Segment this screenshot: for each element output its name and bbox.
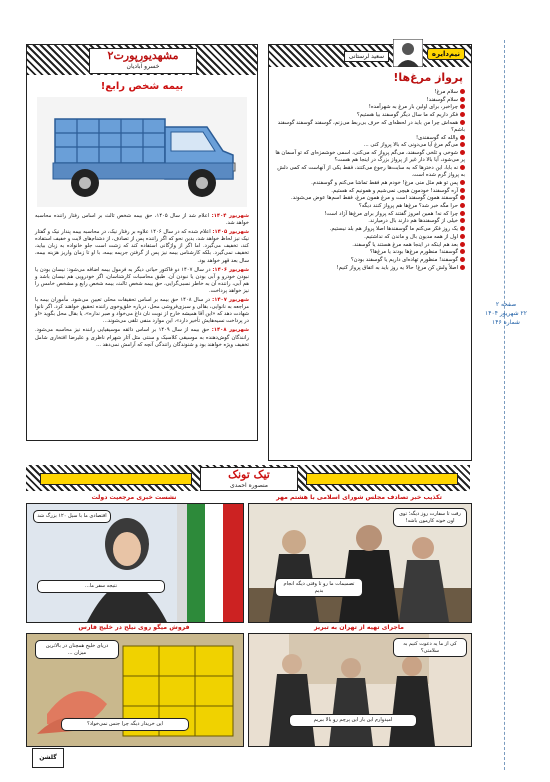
comic-section-header bbox=[26, 465, 470, 491]
dialogue-line: اول از همه مدیون بال و ماندن که نداشتیم. bbox=[275, 234, 465, 241]
dialogue-line: خیلی از گوسفندها هم دارند بال درمیارند. bbox=[275, 218, 465, 225]
comic-panel bbox=[248, 633, 472, 747]
issue-date: ۲۲ شهریور ۱۴۰۴ bbox=[485, 310, 527, 317]
dialogue-line: یک روز فکر می‌کنم ما گوسفندها اصلا پرواز هم بلد نیستیم. bbox=[275, 226, 465, 233]
comic-column-title-box bbox=[200, 467, 298, 491]
bullet-icon bbox=[460, 112, 465, 117]
bullet-icon bbox=[460, 195, 465, 200]
author-portrait-icon bbox=[393, 39, 423, 67]
speech-bubble: دریای خلیج همچنان در بالاترین میزان ... bbox=[35, 640, 119, 659]
bullet-icon bbox=[460, 226, 465, 231]
issue-meta bbox=[476, 300, 536, 327]
page-number: صفحه ۲ bbox=[495, 301, 517, 308]
dialogue-line: گوسفند! منظورم تهاده‌ای داریم یا گوسفند بودن؟ bbox=[275, 257, 465, 264]
header-bar-right bbox=[306, 473, 458, 485]
margin-divider bbox=[504, 40, 505, 770]
bullet-icon bbox=[460, 203, 465, 208]
blue-truck-image bbox=[37, 97, 247, 207]
truck-paragraph: شهریور ۱۴۰۵: اعلام شده که در سال ۱۴۰۶ علاوه بر رفتار نیک، در محاسبه بیمه پندار نیک و گفتار نیک نیز لحاظ خواهد شد، بدین نحو که اگر راننده پس از تصادف، از دشنام‌های لایت و خفیف استفاده کند، تخفیف می‌گیرد. اما اگر از واژگانی استفاده کند که زشت است جلو خانواده به زبان بیاید، تخفیف نمی‌گیرد. بلکه کارشناس بیمه نیز پس از گرفتن جریمه بیمه، با او تا زمان واریز هزینه بیمه، سال بعد قهر خواهد بود. bbox=[35, 229, 250, 264]
truck-article bbox=[26, 44, 258, 441]
bullet-icon bbox=[460, 89, 465, 94]
bullet-icon bbox=[460, 135, 465, 140]
dialogue-line: سلام گوسفند! bbox=[275, 97, 465, 104]
speech-bubble: کی از ما یه دعوت کنیم به سلامتی؟ bbox=[393, 638, 467, 657]
dialogue-line: آره گوسفند! خودمون هیچی نمی‌شیم و همونیم که هستیم. bbox=[275, 188, 465, 195]
speech-bubble: این خریدار دیگه چرا جنس نمی‌خواد؟ bbox=[61, 718, 189, 731]
wing-title: پرواز مرغ‌ها! bbox=[393, 71, 463, 84]
truck-column-title: مشهدیورپورت۲ bbox=[107, 49, 179, 62]
truck-paragraph: شهریور ۱۴۰۷: در سال ۱۴۰۸ حق بیمه بر اساس تحقیقات محلی تعیین می‌شود. مأموران بیمه با مراجعه به نانوایی، بقالی و سبزی‌فروشی محل، درباره خلق‌وخوی راننده تحقیق خواهند کرد. اگر نانوا شهادت دهد که «این آقا همیشه خارج از نوبت نان داغ می‌خواد و صبر نداره»، یا بقال محل بگوید «او در پرداخت نسیه‌هایش تأخیر دارد»، این موارد منفی تلقی می‌شوند... bbox=[35, 297, 249, 325]
panel-title: نشست خبری مرجعیت دولت bbox=[91, 494, 177, 501]
bullet-icon bbox=[460, 242, 465, 247]
wing-article bbox=[268, 44, 472, 461]
comic-author: منصوره احمدی bbox=[230, 482, 268, 489]
dialogue-line: می‌گم مرغ آیا می‌دونی که بالا پرواز کنی ... bbox=[275, 142, 465, 149]
dialogue-line: فکر داریم که ما سال دیگر گوسفند بیا هستیم؟ bbox=[275, 112, 465, 119]
bullet-icon bbox=[460, 142, 465, 147]
publication-logo: گلشن bbox=[32, 748, 64, 768]
comic-column-title: تیک تونک bbox=[228, 468, 270, 481]
truck-article-body bbox=[35, 213, 249, 351]
panel-title: فروش میگو روی نیلح در خلیج فارس bbox=[78, 624, 190, 631]
panel-title: ماجرای تهیه از تهران به تبریز bbox=[314, 624, 404, 631]
dialogue-line: نه بابا، این دخترها که به سایت‌ها رجوع می‌کنند، فقط یکی از آنهاست که کمی دلش به پرواز گرم شده است. bbox=[277, 165, 465, 179]
speech-bubble: نتیجه سفر ما... bbox=[37, 580, 165, 593]
bullet-icon bbox=[460, 265, 465, 270]
dialogue-line: شوخی و تلخی گوسفند، می‌گم پرواز که می‌کنی، اسمی خوشمزه‌ای که تو آسمان ها پر می‌شود، آیا بالا دار غیر از پرواز بزرگ در اینجا هم هست؟ bbox=[275, 150, 465, 164]
bullet-icon bbox=[460, 218, 465, 223]
comic-panel bbox=[26, 633, 244, 747]
wing-author: سعید لرستانی bbox=[344, 51, 389, 62]
truck-headline: بیمه شخص رابع! bbox=[100, 81, 184, 92]
speech-bubble: رفت تا سفارت روز دیگه؛ توی اون خونه کارمون باشه! bbox=[393, 508, 467, 527]
dialogue-line: بعد هم اینکه در اینجا همه مرغ هستند یا گوسفند. bbox=[275, 242, 465, 249]
dialogue-line: همه‌اش چرا من باید در لحظه‌ای که حرف بی‌ربط می‌زنم، گوسفند گوسفند گوسفند باشم؟ bbox=[277, 119, 465, 134]
dialogue-line: چراخبر، برای اولین بار مرغ به شهرآمده! bbox=[275, 104, 465, 111]
issue-number: شماره ۱۴۶ bbox=[492, 319, 520, 326]
dialogue-line: والله که گوسفندی! bbox=[275, 135, 465, 142]
column-badge: نیم‌دایره bbox=[427, 48, 465, 60]
dialogue-line: سلام مرغ! bbox=[275, 89, 465, 96]
bullet-icon bbox=[460, 150, 465, 155]
bullet-icon bbox=[460, 120, 465, 125]
bullet-icon bbox=[460, 180, 465, 185]
bullet-icon bbox=[460, 211, 465, 216]
header-bar-left bbox=[40, 473, 192, 485]
bullet-icon bbox=[460, 104, 465, 109]
dialogue-line: چرا که نه! همین امروز گفتند که پرواز برای مرغ‌ها آزاد است! bbox=[275, 211, 465, 218]
bullet-icon bbox=[460, 234, 465, 239]
bullet-icon bbox=[460, 188, 465, 193]
panel-title: تکذیب خبر تصادف مجلس شورای اسلامی با هشتم مهر bbox=[276, 494, 442, 501]
bullet-icon bbox=[460, 165, 465, 170]
truck-column-header bbox=[27, 45, 257, 75]
dialogue-line: گوسفند همون گوسفند است و مرغ همون مرغ، فقط اسم‌ها عوض می‌شوند. bbox=[275, 195, 465, 202]
bullet-icon bbox=[460, 249, 465, 254]
dialogue-line: حرا مگه خبر شد؟ مرغ‌ها هم پرواز کنند دیگه؟ bbox=[275, 203, 465, 210]
truck-column-title-box bbox=[89, 48, 197, 74]
truck-paragraph: شهریور ۱۴۰۸: حق بیمه از سال ۱۴۰۹ بر اساس ذائقه موسیقیایی راننده نیز محاسبه می‌شود. رانندگان گوش‌دهنده به موسیقی کلاسیک و سنتی مثل آثار شهرام ناظری و علیرضا افتخاری شامل تخفیف ویژه خواهند بود و شنوندگان رانندگی آنچه که آرامش نمی‌دهد ... bbox=[35, 327, 250, 348]
speech-bubble: امیدوارم این بار این پرچم رو بالا ببریم bbox=[289, 714, 417, 727]
bullet-icon bbox=[460, 97, 465, 102]
truck-author: خسرو آبادیان bbox=[126, 63, 160, 70]
truck-paragraph: شهریور ۱۴۰۶: در سال ۱۴۰۷ دو فاکتور حیاتی دیگر به فرمول بیمه اضافه می‌شود: نیسان بودن یا نبودن خودرو و آبی بودن یا نبودن آن. طبق محاسبات کارشناسان، اگر خودرویی هم نیسان باشد و هم آبی، راننده آن به خاطر نسبی‌گرایی، حق بیمه شخص ثالث، بیمه شخص رابع و مشخص خامس را نیز خواهد پرداخت. bbox=[35, 266, 250, 294]
speech-bubble: تصمیمات ما رو تا وقتی دیگه انجام بدیم bbox=[275, 578, 363, 597]
wing-dialogue bbox=[275, 89, 465, 272]
comic-panel bbox=[26, 503, 244, 623]
dialogue-line: اصلاً ولش کن مرغ! حالا یه روز باید به اتفاق پرواز کنیم! bbox=[275, 265, 465, 272]
speech-bubble: اقتصادی ما با سیل ۱۲۰ بزرگ شد bbox=[33, 510, 111, 523]
truck-paragraph: شهریور ۱۴۰۴: اعلام شد از سال ۱۴۰۵، حق بیمه شخص ثالث بر اساس رفتار راننده محاسبه خواهد شد. bbox=[35, 213, 250, 227]
dialogue-line: گوسفند! منظورم مرغ‌ها بودند یا مرغ‌ها؟ bbox=[275, 249, 465, 256]
bullet-icon bbox=[460, 257, 465, 262]
comic-panel bbox=[248, 503, 472, 623]
dialogue-line: پس تو هم مثل منی مرغ! خودم هم فقط تماشا می‌کنم و گوسفندم. bbox=[275, 180, 465, 187]
